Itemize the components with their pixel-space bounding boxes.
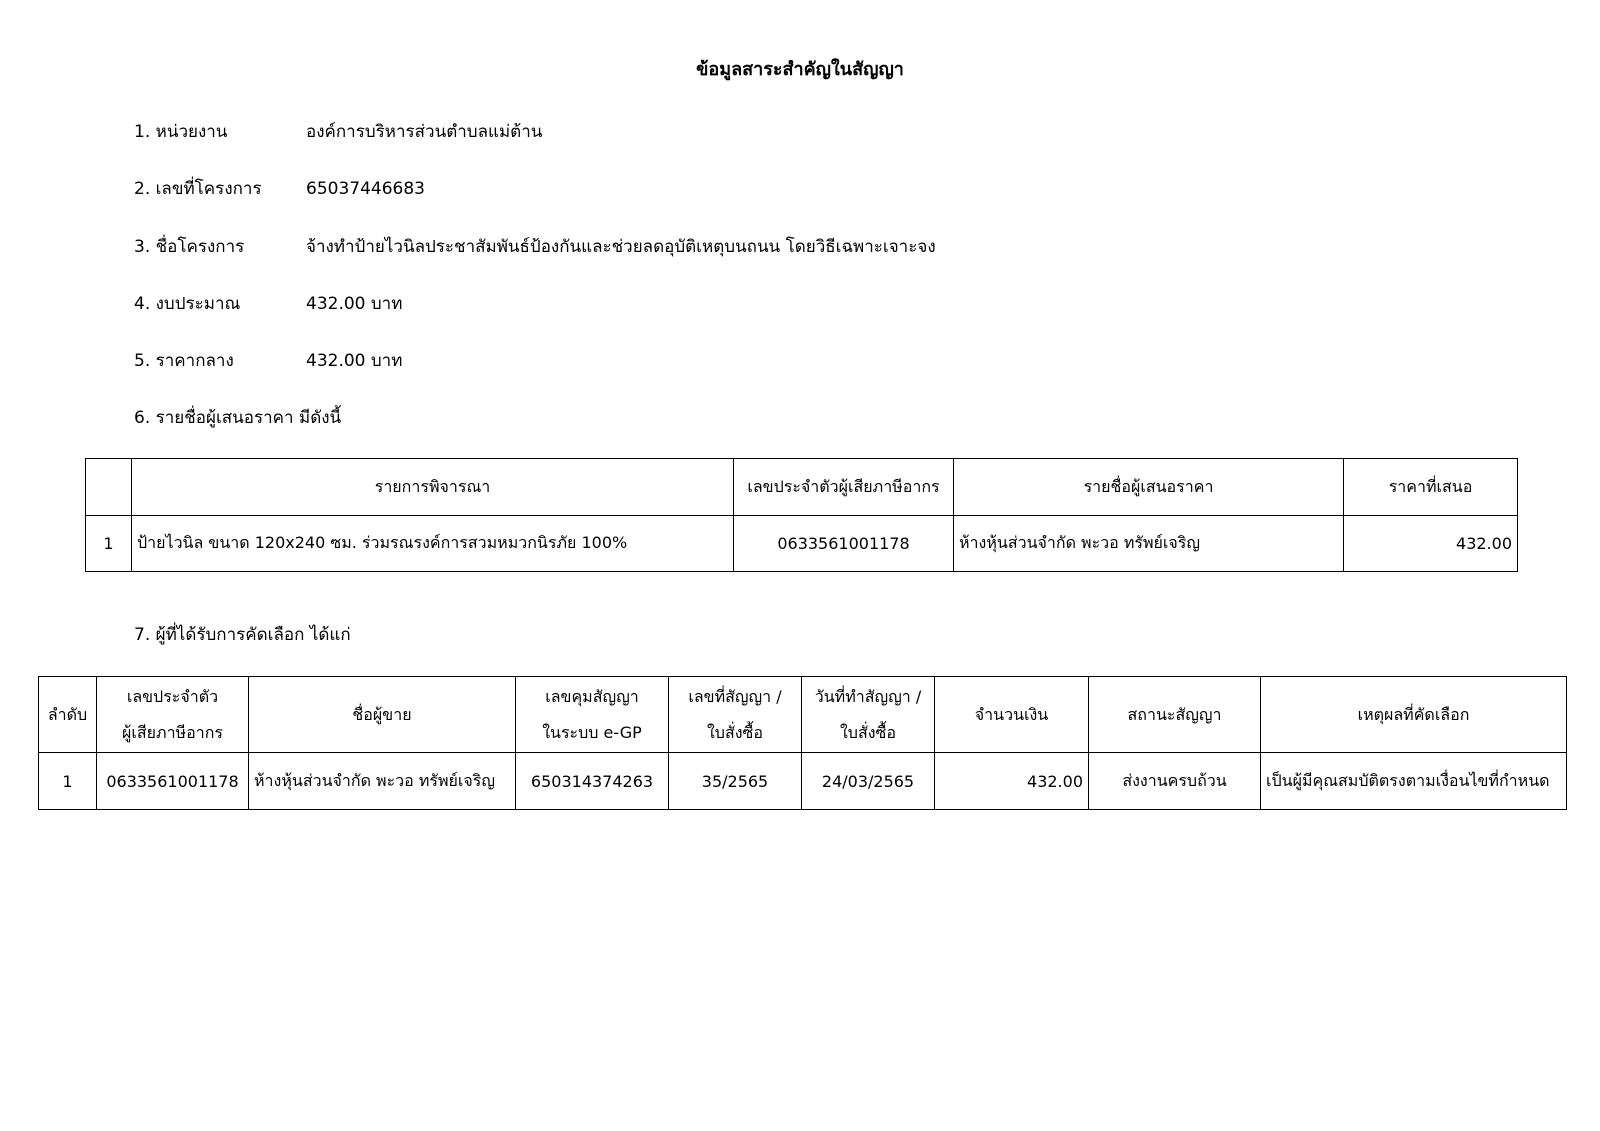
- column-header-reason: เหตุผลที่คัดเลือก: [1261, 677, 1567, 753]
- cell-bidder: ห้างหุ้นส่วนจำกัด พะวอ ทรัพย์เจริญ: [954, 516, 1344, 572]
- header-line: เลขประจำตัว: [126, 686, 219, 706]
- column-header-price: ราคาที่เสนอ: [1344, 459, 1518, 516]
- column-header-no: ลำดับ: [39, 677, 97, 753]
- column-header-contract-number: [669, 677, 802, 753]
- header-line: เลขที่สัญญา /: [688, 686, 782, 706]
- field-value: จ้างทำป้ายไวนิลประชาสัมพันธ์ป้องกันและช่วยลดอุบัติเหตุบนถนน โดยวิธีเฉพาะเจาะจง: [306, 237, 936, 257]
- cell-status: ส่งงานครบถ้วน: [1089, 753, 1261, 810]
- table-row: [39, 753, 1567, 810]
- cell-no: 1: [86, 516, 132, 572]
- cell-tax-id: 0633561001178: [97, 753, 249, 810]
- column-header-no: [86, 459, 132, 516]
- table-header-row: [86, 459, 1518, 516]
- cell-reason: เป็นผู้มีคุณสมบัติตรงตามเงื่อนไขที่กำหนด: [1261, 753, 1567, 810]
- winners-table: [38, 676, 1567, 810]
- cell-price: 432.00: [1344, 516, 1518, 572]
- cell-no: 1: [39, 753, 97, 810]
- header-line: เลขคุมสัญญา: [545, 686, 639, 706]
- header-line: ใบสั่งซื้อ: [706, 722, 763, 742]
- column-header-tax-id: เลขประจำตัวผู้เสียภาษีอากร: [734, 459, 954, 516]
- cell-contract-number: 35/2565: [669, 753, 802, 810]
- header-line: ในระบบ e-GP: [542, 722, 642, 742]
- field-value: องค์การบริหารส่วนตำบลแม่ต้าน: [306, 122, 543, 142]
- header-line: ใบสั่งซื้อ: [839, 722, 896, 742]
- offers-heading: 6. รายชื่อผู้เสนอราคา มีดังนี้: [134, 408, 342, 428]
- column-header-control-number: [516, 677, 669, 753]
- cell-tax-id: 0633561001178: [734, 516, 954, 572]
- winners-heading: 7. ผู้ที่ได้รับการคัดเลือก ได้แก่: [134, 625, 351, 645]
- table-header-row: [39, 677, 1567, 753]
- table-row: [86, 516, 1518, 572]
- field-value: 432.00 บาท: [306, 294, 403, 314]
- header-line: วันที่ทำสัญญา /: [814, 686, 922, 706]
- field-label: 4. งบประมาณ: [134, 294, 241, 314]
- column-header-tax-id: [97, 677, 249, 753]
- column-header-seller: ชื่อผู้ขาย: [249, 677, 516, 753]
- cell-item: ป้ายไวนิล ขนาด 120x240 ซม. ร่วมรณรงค์การสวมหมวกนิรภัย 100%: [132, 516, 734, 572]
- field-label: 3. ชื่อโครงการ: [134, 237, 245, 257]
- column-header-status: สถานะสัญญา: [1089, 677, 1261, 753]
- offers-table: [85, 458, 1518, 572]
- cell-seller: ห้างหุ้นส่วนจำกัด พะวอ ทรัพย์เจริญ: [249, 753, 516, 810]
- field-value: 65037446683: [306, 179, 425, 199]
- cell-control-number: 650314374263: [516, 753, 669, 810]
- field-value: 432.00 บาท: [306, 351, 403, 371]
- column-header-contract-date: [802, 677, 935, 753]
- field-label: 5. ราคากลาง: [134, 351, 234, 371]
- cell-contract-date: 24/03/2565: [802, 753, 935, 810]
- field-label: 2. เลขที่โครงการ: [134, 179, 262, 199]
- column-header-item: รายการพิจารณา: [132, 459, 734, 516]
- field-label: 1. หน่วยงาน: [134, 122, 228, 142]
- header-line: ผู้เสียภาษีอากร: [122, 722, 223, 742]
- cell-amount: 432.00: [935, 753, 1089, 810]
- column-header-bidder: รายชื่อผู้เสนอราคา: [954, 459, 1344, 516]
- page-title: ข้อมูลสาระสำคัญในสัญญา: [696, 59, 904, 80]
- column-header-amount: จำนวนเงิน: [935, 677, 1089, 753]
